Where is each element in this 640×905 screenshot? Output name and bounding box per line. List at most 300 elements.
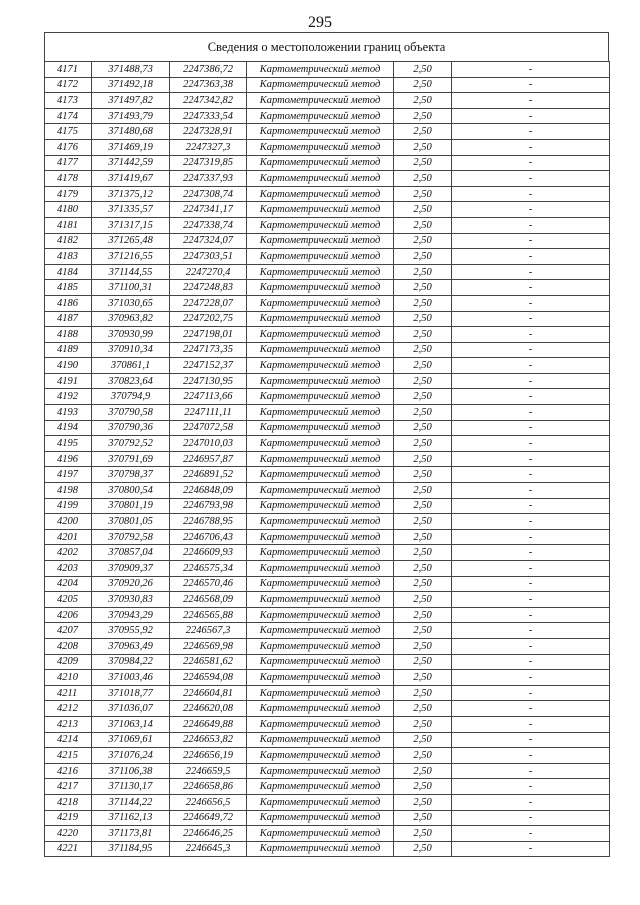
x-coordinate-cell: 371317,15 — [92, 217, 170, 233]
description-cell: - — [452, 420, 610, 436]
point-number-cell: 4220 — [45, 826, 92, 842]
y-coordinate-cell: 2247198,01 — [170, 327, 247, 343]
y-coordinate-cell: 2246645,3 — [170, 841, 247, 857]
method-cell: Картометрический метод — [247, 405, 394, 421]
y-coordinate-cell: 2247072,58 — [170, 420, 247, 436]
x-coordinate-cell: 371442,59 — [92, 155, 170, 171]
y-coordinate-cell: 2247130,95 — [170, 373, 247, 389]
method-cell: Картометрический метод — [247, 623, 394, 639]
point-number-cell: 4204 — [45, 576, 92, 592]
table-row — [45, 670, 610, 686]
description-cell: - — [452, 139, 610, 155]
method-cell: Картометрический метод — [247, 342, 394, 358]
description-cell: - — [452, 638, 610, 654]
description-cell: - — [452, 483, 610, 499]
point-number-cell: 4178 — [45, 171, 92, 187]
y-coordinate-cell: 2246891,52 — [170, 467, 247, 483]
description-cell: - — [452, 327, 610, 343]
y-coordinate-cell: 2247341,17 — [170, 202, 247, 218]
accuracy-cell: 2,50 — [394, 311, 452, 327]
point-number-cell: 4209 — [45, 654, 92, 670]
y-coordinate-cell: 2246649,72 — [170, 810, 247, 826]
accuracy-cell: 2,50 — [394, 467, 452, 483]
point-number-cell: 4212 — [45, 701, 92, 717]
point-number-cell: 4188 — [45, 327, 92, 343]
point-number-cell: 4187 — [45, 311, 92, 327]
accuracy-cell: 2,50 — [394, 77, 452, 93]
accuracy-cell: 2,50 — [394, 483, 452, 499]
x-coordinate-cell: 370930,99 — [92, 327, 170, 343]
point-number-cell: 4193 — [45, 405, 92, 421]
x-coordinate-cell: 371265,48 — [92, 233, 170, 249]
y-coordinate-cell: 2247337,93 — [170, 171, 247, 187]
description-cell: - — [452, 561, 610, 577]
x-coordinate-cell: 371216,55 — [92, 249, 170, 265]
description-cell: - — [452, 405, 610, 421]
description-cell: - — [452, 763, 610, 779]
description-cell: - — [452, 685, 610, 701]
point-number-cell: 4200 — [45, 514, 92, 530]
x-coordinate-cell: 371173,81 — [92, 826, 170, 842]
y-coordinate-cell: 2246957,87 — [170, 451, 247, 467]
description-cell: - — [452, 576, 610, 592]
accuracy-cell: 2,50 — [394, 529, 452, 545]
table-row — [45, 280, 610, 296]
table-row — [45, 327, 610, 343]
description-cell: - — [452, 826, 610, 842]
y-coordinate-cell: 2247319,85 — [170, 155, 247, 171]
table-row — [45, 420, 610, 436]
y-coordinate-cell: 2247333,54 — [170, 108, 247, 124]
table-row — [45, 701, 610, 717]
point-number-cell: 4221 — [45, 841, 92, 857]
method-cell: Картометрический метод — [247, 561, 394, 577]
table-row — [45, 638, 610, 654]
method-cell: Картометрический метод — [247, 264, 394, 280]
accuracy-cell: 2,50 — [394, 670, 452, 686]
point-number-cell: 4195 — [45, 436, 92, 452]
table-row — [45, 561, 610, 577]
y-coordinate-cell: 2246659,5 — [170, 763, 247, 779]
accuracy-cell: 2,50 — [394, 389, 452, 405]
description-cell: - — [452, 249, 610, 265]
accuracy-cell: 2,50 — [394, 623, 452, 639]
y-coordinate-cell: 2247338,74 — [170, 217, 247, 233]
point-number-cell: 4176 — [45, 139, 92, 155]
y-coordinate-cell: 2247327,3 — [170, 139, 247, 155]
point-number-cell: 4201 — [45, 529, 92, 545]
x-coordinate-cell: 371488,73 — [92, 62, 170, 78]
y-coordinate-cell: 2247010,03 — [170, 436, 247, 452]
accuracy-cell: 2,50 — [394, 405, 452, 421]
point-number-cell: 4184 — [45, 264, 92, 280]
accuracy-cell: 2,50 — [394, 342, 452, 358]
table-row — [45, 841, 610, 857]
method-cell: Картометрический метод — [247, 93, 394, 109]
table-row — [45, 217, 610, 233]
y-coordinate-cell: 2246594,08 — [170, 670, 247, 686]
y-coordinate-cell: 2247152,37 — [170, 358, 247, 374]
table-row — [45, 467, 610, 483]
table-row — [45, 763, 610, 779]
point-number-cell: 4207 — [45, 623, 92, 639]
y-coordinate-cell: 2247308,74 — [170, 186, 247, 202]
x-coordinate-cell: 371030,65 — [92, 295, 170, 311]
table-row — [45, 389, 610, 405]
x-coordinate-cell: 370909,37 — [92, 561, 170, 577]
description-cell: - — [452, 186, 610, 202]
description-cell: - — [452, 779, 610, 795]
description-cell: - — [452, 124, 610, 140]
description-cell: - — [452, 436, 610, 452]
y-coordinate-cell: 2247228,07 — [170, 295, 247, 311]
method-cell: Картометрический метод — [247, 732, 394, 748]
table-row — [45, 529, 610, 545]
x-coordinate-cell: 370790,58 — [92, 405, 170, 421]
point-number-cell: 4210 — [45, 670, 92, 686]
description-cell: - — [452, 389, 610, 405]
x-coordinate-cell: 371497,82 — [92, 93, 170, 109]
description-cell: - — [452, 358, 610, 374]
point-number-cell: 4173 — [45, 93, 92, 109]
x-coordinate-cell: 370801,05 — [92, 514, 170, 530]
accuracy-cell: 2,50 — [394, 514, 452, 530]
table-row — [45, 623, 610, 639]
y-coordinate-cell: 2246620,08 — [170, 701, 247, 717]
table-row — [45, 483, 610, 499]
point-number-cell: 4179 — [45, 186, 92, 202]
table-body — [45, 62, 610, 857]
accuracy-cell: 2,50 — [394, 794, 452, 810]
x-coordinate-cell: 371162,13 — [92, 810, 170, 826]
accuracy-cell: 2,50 — [394, 732, 452, 748]
method-cell: Картометрический метод — [247, 545, 394, 561]
x-coordinate-cell: 370791,69 — [92, 451, 170, 467]
description-cell: - — [452, 202, 610, 218]
method-cell: Картометрический метод — [247, 638, 394, 654]
method-cell: Картометрический метод — [247, 373, 394, 389]
accuracy-cell: 2,50 — [394, 810, 452, 826]
method-cell: Картометрический метод — [247, 810, 394, 826]
point-number-cell: 4191 — [45, 373, 92, 389]
accuracy-cell: 2,50 — [394, 576, 452, 592]
point-number-cell: 4174 — [45, 108, 92, 124]
method-cell: Картометрический метод — [247, 748, 394, 764]
table-row — [45, 732, 610, 748]
accuracy-cell: 2,50 — [394, 233, 452, 249]
table-row — [45, 202, 610, 218]
accuracy-cell: 2,50 — [394, 451, 452, 467]
y-coordinate-cell: 2246567,3 — [170, 623, 247, 639]
accuracy-cell: 2,50 — [394, 607, 452, 623]
point-number-cell: 4202 — [45, 545, 92, 561]
table-row — [45, 155, 610, 171]
point-number-cell: 4217 — [45, 779, 92, 795]
accuracy-cell: 2,50 — [394, 155, 452, 171]
x-coordinate-cell: 371076,24 — [92, 748, 170, 764]
description-cell: - — [452, 623, 610, 639]
table-row — [45, 607, 610, 623]
method-cell: Картометрический метод — [247, 685, 394, 701]
table-row — [45, 139, 610, 155]
description-cell: - — [452, 670, 610, 686]
y-coordinate-cell: 2246658,86 — [170, 779, 247, 795]
point-number-cell: 4181 — [45, 217, 92, 233]
method-cell: Картометрический метод — [247, 826, 394, 842]
table-row — [45, 358, 610, 374]
table-row — [45, 405, 610, 421]
accuracy-cell: 2,50 — [394, 171, 452, 187]
accuracy-cell: 2,50 — [394, 436, 452, 452]
x-coordinate-cell: 370857,04 — [92, 545, 170, 561]
description-cell: - — [452, 77, 610, 93]
table-row — [45, 576, 610, 592]
x-coordinate-cell: 371492,18 — [92, 77, 170, 93]
description-cell: - — [452, 841, 610, 857]
description-cell: - — [452, 280, 610, 296]
point-number-cell: 4198 — [45, 483, 92, 499]
method-cell: Картометрический метод — [247, 779, 394, 795]
point-number-cell: 4197 — [45, 467, 92, 483]
method-cell: Картометрический метод — [247, 171, 394, 187]
description-cell: - — [452, 592, 610, 608]
x-coordinate-cell: 370963,49 — [92, 638, 170, 654]
description-cell: - — [452, 794, 610, 810]
table-row — [45, 436, 610, 452]
x-coordinate-cell: 370930,83 — [92, 592, 170, 608]
description-cell: - — [452, 810, 610, 826]
y-coordinate-cell: 2247202,75 — [170, 311, 247, 327]
accuracy-cell: 2,50 — [394, 62, 452, 78]
description-cell: - — [452, 607, 610, 623]
description-cell: - — [452, 264, 610, 280]
point-number-cell: 4199 — [45, 498, 92, 514]
method-cell: Картометрический метод — [247, 529, 394, 545]
table-row — [45, 826, 610, 842]
x-coordinate-cell: 371469,19 — [92, 139, 170, 155]
accuracy-cell: 2,50 — [394, 779, 452, 795]
x-coordinate-cell: 371335,57 — [92, 202, 170, 218]
accuracy-cell: 2,50 — [394, 685, 452, 701]
method-cell: Картометрический метод — [247, 249, 394, 265]
table-row — [45, 295, 610, 311]
description-cell: - — [452, 62, 610, 78]
method-cell: Картометрический метод — [247, 389, 394, 405]
accuracy-cell: 2,50 — [394, 108, 452, 124]
table-row — [45, 171, 610, 187]
table-row — [45, 77, 610, 93]
point-number-cell: 4213 — [45, 716, 92, 732]
accuracy-cell: 2,50 — [394, 826, 452, 842]
point-number-cell: 4205 — [45, 592, 92, 608]
table-row — [45, 545, 610, 561]
y-coordinate-cell: 2246570,46 — [170, 576, 247, 592]
method-cell: Картометрический метод — [247, 483, 394, 499]
x-coordinate-cell: 371480,68 — [92, 124, 170, 140]
y-coordinate-cell: 2246575,34 — [170, 561, 247, 577]
x-coordinate-cell: 371493,79 — [92, 108, 170, 124]
y-coordinate-cell: 2246568,09 — [170, 592, 247, 608]
description-cell: - — [452, 171, 610, 187]
method-cell: Картометрический метод — [247, 794, 394, 810]
accuracy-cell: 2,50 — [394, 217, 452, 233]
accuracy-cell: 2,50 — [394, 841, 452, 857]
method-cell: Картометрический метод — [247, 358, 394, 374]
accuracy-cell: 2,50 — [394, 716, 452, 732]
point-number-cell: 4185 — [45, 280, 92, 296]
method-cell: Картометрический метод — [247, 763, 394, 779]
method-cell: Картометрический метод — [247, 716, 394, 732]
x-coordinate-cell: 370963,82 — [92, 311, 170, 327]
y-coordinate-cell: 2247342,82 — [170, 93, 247, 109]
table-row — [45, 654, 610, 670]
x-coordinate-cell: 370800,54 — [92, 483, 170, 499]
accuracy-cell: 2,50 — [394, 358, 452, 374]
point-number-cell: 4194 — [45, 420, 92, 436]
description-cell: - — [452, 217, 610, 233]
y-coordinate-cell: 2247324,07 — [170, 233, 247, 249]
x-coordinate-cell: 370790,36 — [92, 420, 170, 436]
description-cell: - — [452, 295, 610, 311]
table-row — [45, 108, 610, 124]
point-number-cell: 4219 — [45, 810, 92, 826]
accuracy-cell: 2,50 — [394, 763, 452, 779]
description-cell: - — [452, 654, 610, 670]
accuracy-cell: 2,50 — [394, 701, 452, 717]
description-cell: - — [452, 233, 610, 249]
accuracy-cell: 2,50 — [394, 139, 452, 155]
x-coordinate-cell: 371018,77 — [92, 685, 170, 701]
table-row — [45, 311, 610, 327]
description-cell: - — [452, 701, 610, 717]
y-coordinate-cell: 2246565,88 — [170, 607, 247, 623]
y-coordinate-cell: 2247111,11 — [170, 405, 247, 421]
boundary-table-sheet — [44, 32, 609, 857]
y-coordinate-cell: 2246609,93 — [170, 545, 247, 561]
method-cell: Картометрический метод — [247, 280, 394, 296]
point-number-cell: 4182 — [45, 233, 92, 249]
table-row — [45, 810, 610, 826]
point-number-cell: 4216 — [45, 763, 92, 779]
method-cell: Картометрический метод — [247, 139, 394, 155]
x-coordinate-cell: 371144,22 — [92, 794, 170, 810]
x-coordinate-cell: 370792,52 — [92, 436, 170, 452]
description-cell: - — [452, 732, 610, 748]
method-cell: Картометрический метод — [247, 327, 394, 343]
point-number-cell: 4203 — [45, 561, 92, 577]
boundary-points-table — [44, 61, 610, 857]
method-cell: Картометрический метод — [247, 202, 394, 218]
table-title: Сведения о местоположении границ объекта — [44, 32, 609, 61]
method-cell: Картометрический метод — [247, 841, 394, 857]
y-coordinate-cell: 2247328,91 — [170, 124, 247, 140]
x-coordinate-cell: 371100,31 — [92, 280, 170, 296]
x-coordinate-cell: 371036,07 — [92, 701, 170, 717]
table-row — [45, 342, 610, 358]
description-cell: - — [452, 311, 610, 327]
accuracy-cell: 2,50 — [394, 264, 452, 280]
y-coordinate-cell: 2246848,09 — [170, 483, 247, 499]
description-cell: - — [452, 498, 610, 514]
y-coordinate-cell: 2246656,19 — [170, 748, 247, 764]
method-cell: Картометрический метод — [247, 467, 394, 483]
y-coordinate-cell: 2247270,4 — [170, 264, 247, 280]
description-cell: - — [452, 514, 610, 530]
table-row — [45, 62, 610, 78]
page-number: 295 — [308, 14, 332, 31]
x-coordinate-cell: 370798,37 — [92, 467, 170, 483]
point-number-cell: 4177 — [45, 155, 92, 171]
accuracy-cell: 2,50 — [394, 280, 452, 296]
accuracy-cell: 2,50 — [394, 748, 452, 764]
x-coordinate-cell: 371375,12 — [92, 186, 170, 202]
x-coordinate-cell: 370920,26 — [92, 576, 170, 592]
x-coordinate-cell: 370984,22 — [92, 654, 170, 670]
x-coordinate-cell: 371419,67 — [92, 171, 170, 187]
method-cell: Картометрический метод — [247, 77, 394, 93]
point-number-cell: 4186 — [45, 295, 92, 311]
table-row — [45, 794, 610, 810]
y-coordinate-cell: 2246793,98 — [170, 498, 247, 514]
description-cell: - — [452, 716, 610, 732]
table-row — [45, 748, 610, 764]
x-coordinate-cell: 371130,17 — [92, 779, 170, 795]
y-coordinate-cell: 2246653,82 — [170, 732, 247, 748]
method-cell: Картометрический метод — [247, 436, 394, 452]
point-number-cell: 4214 — [45, 732, 92, 748]
description-cell: - — [452, 108, 610, 124]
y-coordinate-cell: 2246788,95 — [170, 514, 247, 530]
table-row — [45, 685, 610, 701]
y-coordinate-cell: 2246569,98 — [170, 638, 247, 654]
method-cell: Картометрический метод — [247, 295, 394, 311]
accuracy-cell: 2,50 — [394, 93, 452, 109]
table-row — [45, 592, 610, 608]
point-number-cell: 4171 — [45, 62, 92, 78]
x-coordinate-cell: 371063,14 — [92, 716, 170, 732]
description-cell: - — [452, 748, 610, 764]
point-number-cell: 4206 — [45, 607, 92, 623]
method-cell: Картометрический метод — [247, 62, 394, 78]
x-coordinate-cell: 370943,29 — [92, 607, 170, 623]
y-coordinate-cell: 2246581,62 — [170, 654, 247, 670]
method-cell: Картометрический метод — [247, 670, 394, 686]
description-cell: - — [452, 342, 610, 358]
point-number-cell: 4218 — [45, 794, 92, 810]
x-coordinate-cell: 371003,46 — [92, 670, 170, 686]
method-cell: Картометрический метод — [247, 576, 394, 592]
x-coordinate-cell: 370861,1 — [92, 358, 170, 374]
x-coordinate-cell: 370823,64 — [92, 373, 170, 389]
point-number-cell: 4211 — [45, 685, 92, 701]
accuracy-cell: 2,50 — [394, 498, 452, 514]
method-cell: Картометрический метод — [247, 186, 394, 202]
x-coordinate-cell: 370955,92 — [92, 623, 170, 639]
accuracy-cell: 2,50 — [394, 249, 452, 265]
description-cell: - — [452, 529, 610, 545]
method-cell: Картометрический метод — [247, 420, 394, 436]
method-cell: Картометрический метод — [247, 155, 394, 171]
accuracy-cell: 2,50 — [394, 373, 452, 389]
y-coordinate-cell: 2246646,25 — [170, 826, 247, 842]
description-cell: - — [452, 93, 610, 109]
description-cell: - — [452, 545, 610, 561]
x-coordinate-cell: 370801,19 — [92, 498, 170, 514]
accuracy-cell: 2,50 — [394, 295, 452, 311]
accuracy-cell: 2,50 — [394, 592, 452, 608]
table-row — [45, 93, 610, 109]
table-row — [45, 373, 610, 389]
